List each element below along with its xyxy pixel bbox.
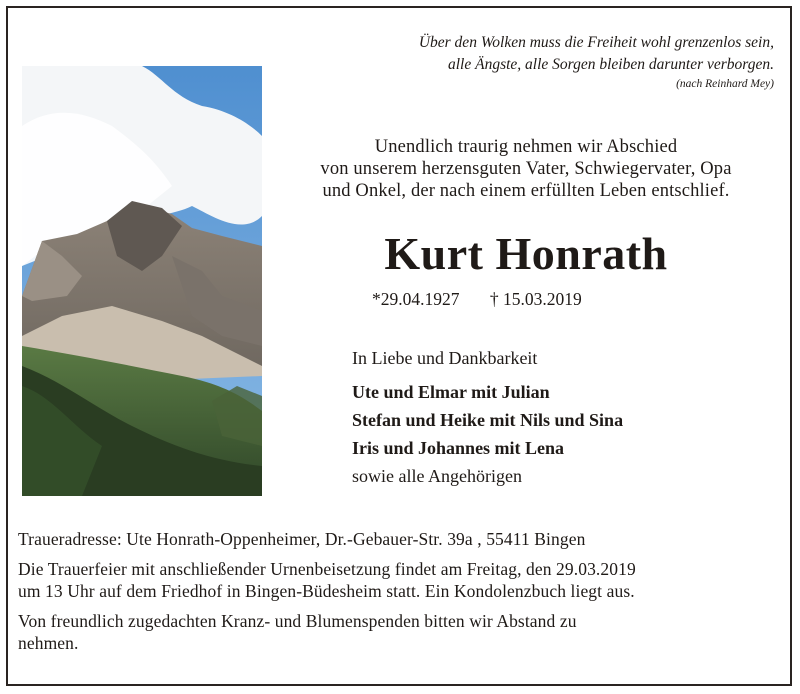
ceremony-line-2: um 13 Uhr auf dem Friedhof in Bingen-Büdesheim statt. Ein Kondolenzbuch liegt aus.: [18, 581, 635, 601]
flowers-request: [18, 610, 790, 654]
intro-line-1: Unendlich traurig nehmen wir Abschied: [374, 137, 678, 157]
family-line: Iris und Johannes mit Lena: [352, 438, 565, 458]
quote-line-1: Über den Wolken muss die Freiheit wohl grenzenlos sein,: [418, 34, 774, 51]
life-dates: [372, 288, 582, 310]
flowers-line-2: nehmen.: [18, 633, 79, 653]
ceremony-line-1: Die Trauerfeier mit anschließender Urnenbeisetzung findet am Freitag, den 29.03.2019: [18, 559, 636, 579]
birth-date: *29.04.1927: [372, 289, 460, 309]
notice-details: [18, 528, 790, 662]
quote-source: (nach Reinhard Mey): [676, 78, 774, 90]
death-date: † 15.03.2019: [489, 289, 582, 309]
quote-line-2: alle Ängste, alle Sorgen bleiben darunter verborgen.: [447, 56, 774, 73]
mourners-others: sowie alle Angehörigen: [352, 466, 522, 486]
intro-text: [276, 136, 776, 202]
epigraph-quote: [354, 32, 774, 92]
family-line: Ute und Elmar mit Julian: [352, 382, 550, 402]
intro-line-2: von unserem herzensguten Vater, Schwiegervater, Opa: [320, 159, 732, 179]
mourners-lead: In Liebe und Dankbarkeit: [352, 348, 538, 368]
mourning-address: Traueradresse: Ute Honrath-Oppenheimer, Dr.-Gebauer-Str. 39a , 55411 Bingen: [18, 529, 586, 549]
intro-line-3: und Onkel, der nach einem erfüllten Leben entschlief.: [322, 181, 730, 201]
ceremony-info: [18, 558, 790, 602]
family-line: Stefan und Heike mit Nils und Sina: [352, 410, 624, 430]
mountain-photo: [22, 66, 262, 496]
deceased-name: Kurt Honrath: [384, 228, 668, 279]
mourners-block: [352, 344, 782, 490]
flowers-line-1: Von freundlich zugedachten Kranz- und Blumenspenden bitten wir Abstand zu: [18, 611, 577, 631]
